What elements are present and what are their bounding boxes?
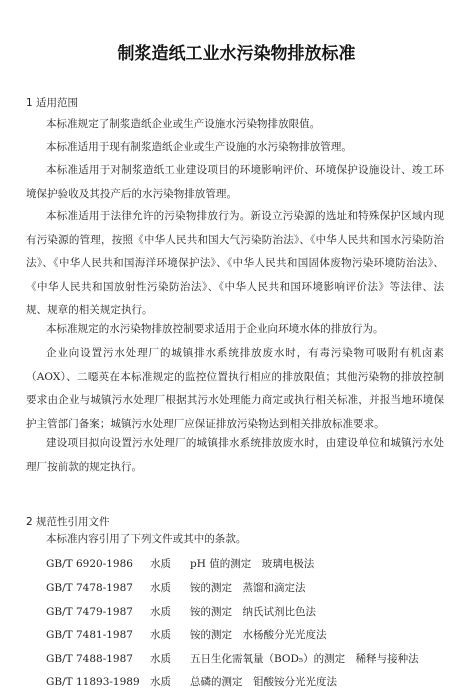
standard-code: GB/T 7481-1987 — [46, 629, 133, 641]
section-heading-scope: 1 适用范围 — [26, 97, 79, 109]
standard-description: pH 值的测定 玻璃电极法 — [190, 558, 315, 570]
standard-code: GB/T 11893-1989 — [46, 676, 140, 688]
standard-category: 水质 — [150, 558, 171, 570]
standard-code: GB/T 6920-1986 — [46, 558, 133, 570]
references-intro: 本标准内容引用了下列文件或其中的条款。 — [46, 533, 247, 545]
scope-paragraph-4: 本标准适用于法律允许的污染物排放行为。新设立污染源的选址和特殊保护区域内现有污染源的管理，按照《中华人民共和国大气污染防治法》、《中华人民共和国水污染防治法》、《中华人民共和国海洋环境保护法》、《中华人民共和国固体废物污染环境防治法》、《中华人民共和国放射性污染防治法》、《中华人民共和国环境影响评价法》等法律、法规、规章的相关规定执行。 — [26, 210, 444, 316]
standard-category: 水质 — [150, 676, 171, 688]
standard-code: GB/T 7479-1987 — [46, 606, 133, 618]
standard-description: 铵的测定 水杨酸分光光度法 — [190, 629, 327, 641]
standard-code: GB/T 7478-1987 — [46, 582, 133, 594]
scope-paragraph-7: 建设项目拟向设置污水处理厂的城镇排水系统排放废水时，由建设单位和城镇污水处理厂按前款的规定执行。 — [26, 437, 444, 473]
standard-description: 总磷的测定 钼酸铵分光光度法 — [190, 676, 337, 688]
standard-category: 水质 — [150, 629, 171, 641]
scope-paragraph-1: 本标准规定了制浆造纸企业或生产设施水污染物排放限值。 — [46, 118, 321, 130]
standard-description: 五日生化需氧量（BOD₅）的测定 稀释与接种法 — [190, 653, 419, 665]
section-heading-references: 2 规范性引用文件 — [26, 516, 110, 528]
standard-category: 水质 — [150, 606, 171, 618]
standard-description: 铵的测定 纳氏试剂比色法 — [190, 606, 316, 618]
standard-description: 铵的测定 蒸馏和滴定法 — [190, 582, 306, 594]
scope-paragraph-3: 本标准适用于对制浆造纸工业建设项目的环境影响评价、环境保护设施设计、竣工环境保护验收及其投产后的水污染物排放管理。 — [26, 164, 444, 200]
scope-paragraph-6: 企业向设置污水处理厂的城镇排水系统排放废水时，有毒污染物可吸附有机卤素（AOX）、二噁英在本标准规定的监控位置执行相应的排放限值；其他污染物的排放控制要求由企业与城镇污水处理厂根据其污水处理能力商定或执行相关标准，并报当地环境保护主管部门备案；城镇污水处理厂应保证排放污染物达到相关排放标准要求。 — [26, 347, 444, 430]
document-title: 制浆造纸工业水污染物排放标准 — [117, 44, 356, 64]
standard-code: GB/T 7488-1987 — [46, 653, 133, 665]
scope-paragraph-2: 本标准适用于现有制浆造纸企业或生产设施的水污染物排放管理。 — [46, 141, 352, 153]
scope-paragraph-5: 本标准规定的水污染物排放控制要求适用于企业向环境水体的排放行为。 — [46, 323, 384, 335]
standard-category: 水质 — [150, 653, 171, 665]
standard-category: 水质 — [150, 582, 171, 594]
